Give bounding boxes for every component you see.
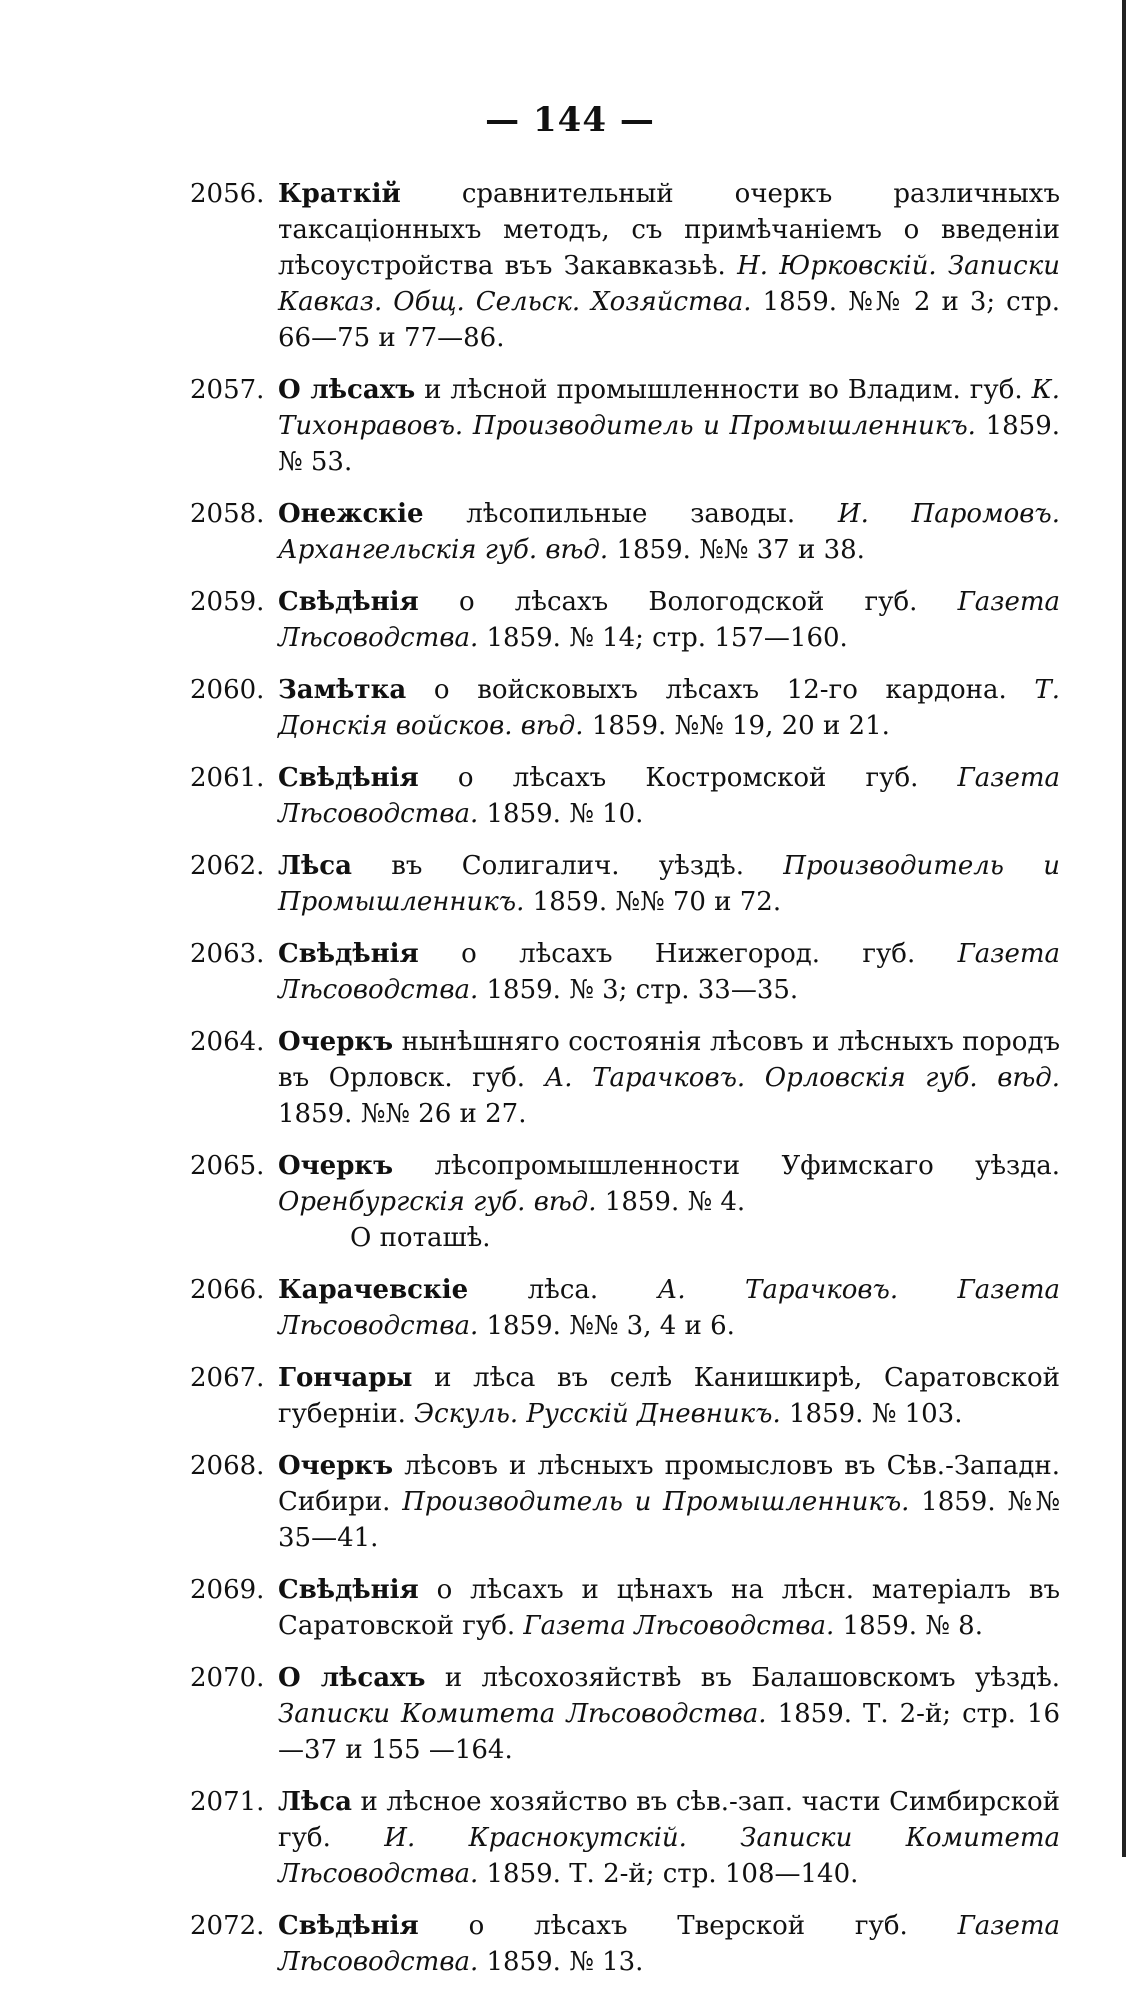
entry-text (278, 1448, 1060, 1556)
entry-text (278, 1784, 1060, 1892)
entry-source: Н. Юрковскій. Записки Кавказ. Общ. Сельск. Хозяйства. (278, 251, 1061, 317)
entry-source: Газета Лѣсоводства. (278, 587, 1061, 653)
entry-text (278, 496, 1060, 568)
entry-number: 2060. (190, 675, 265, 705)
entry-text (278, 1660, 1060, 1768)
entry-number: 2057. (190, 375, 265, 405)
entry-citation: 1859. №№ 37 и 38. (616, 535, 865, 565)
entry-title: Замѣтка (278, 675, 407, 705)
entry-title: Очеркъ (278, 1027, 394, 1057)
entry-text (278, 672, 1060, 744)
entry-body: лѣсопильные заводы. (466, 499, 796, 529)
entry-source: Записки Комитета Лѣсоводства. (278, 1699, 767, 1729)
entry-source: Газета Лѣсоводства. (278, 1911, 1061, 1977)
entry-body: и лѣсохозяйствѣ въ Балашовскомъ уѣздѣ. (444, 1663, 1061, 1693)
entry-text (278, 584, 1060, 656)
entry-body: и лѣсное хозяйство въ сѣв.-зап. части Симбирской губ. (278, 1787, 1060, 1853)
entry-citation: 1859. № 3; стр. 33—35. (486, 975, 799, 1005)
entry-title: Свѣдѣнія (278, 1575, 419, 1605)
bibliography-entry (190, 672, 1060, 744)
entry-citation: 1859. №№ 19, 20 и 21. (591, 711, 890, 741)
entry-number: 2072. (190, 1911, 265, 1941)
entry-number: 2069. (190, 1575, 265, 1605)
entry-number: 2064. (190, 1027, 265, 1057)
entry-citation: 1859. № 4. (604, 1187, 746, 1217)
entry-source: И. Паромовъ. Архангельскія губ. вѣд. (278, 499, 1061, 565)
entry-title: Очеркъ (278, 1151, 394, 1181)
entry-number: 2062. (190, 851, 265, 881)
entry-citation: 1859. №№ 70 и 72. (532, 887, 782, 917)
entry-text (278, 1024, 1060, 1132)
entry-title: Свѣдѣнія (278, 939, 419, 969)
entry-body: о войсковыхъ лѣсахъ 12-го кардона. (433, 675, 1007, 705)
entry-source: И. Краснокутскій. Записки Комитета Лѣсоводства. (278, 1823, 1061, 1889)
entry-body: лѣса. (527, 1275, 599, 1305)
page-number: — 144 — (485, 100, 655, 140)
entry-body: въ Солигалич. уѣздѣ. (391, 851, 744, 881)
entry-text (278, 1360, 1060, 1432)
entry-text (278, 1272, 1060, 1344)
entry-body: о лѣсахъ Нижегород. губ. (461, 939, 916, 969)
entry-citation: 1859. № 13. (486, 1947, 644, 1977)
entry-text (278, 848, 1060, 920)
entry-source: Газета Лѣсоводства. (523, 1611, 835, 1641)
entry-text (278, 176, 1060, 356)
bibliography-entry (190, 496, 1060, 568)
entry-title: Свѣдѣнія (278, 587, 419, 617)
entry-source: Эскуль. Русскій Дневникъ. (414, 1399, 781, 1429)
entry-citation: 1859. № 8. (842, 1611, 983, 1641)
entry-title: Свѣдѣнія (278, 763, 419, 793)
entry-body: о лѣсахъ Костромской губ. (457, 763, 919, 793)
bibliography-entry (190, 1024, 1060, 1132)
bibliography-entry (190, 1572, 1060, 1644)
entry-citation: 1859. №№ 35—41. (278, 1487, 1061, 1553)
entry-number: 2056. (190, 179, 265, 209)
entry-text (278, 1572, 1060, 1644)
entry-number: 2058. (190, 499, 265, 529)
bibliography-entry (190, 1148, 1060, 1256)
bibliography-entry (190, 1660, 1060, 1768)
entry-citation: 1859. №№ 3, 4 и 6. (486, 1311, 735, 1341)
entry-body: сравнительный очеркъ различныхъ таксаціонныхъ методъ, съ примѣчаніемъ о введеніи лѣсоустройства въъ Закавказьѣ. (278, 179, 1061, 281)
entry-source: Оренбургскія губ. вѣд. (278, 1187, 597, 1217)
bibliography-list (190, 176, 1060, 1996)
bibliography-entry (190, 1908, 1060, 1980)
entry-text (278, 372, 1060, 480)
entry-text (278, 1908, 1060, 1980)
entry-citation: 1859. № 10. (486, 799, 644, 829)
bibliography-entry (190, 176, 1060, 356)
bibliography-entry (190, 1448, 1060, 1556)
entry-number: 2059. (190, 587, 265, 617)
entry-number: 2061. (190, 763, 265, 793)
entry-source: А. Тарачковъ. Газета Лѣсоводства. (278, 1275, 1060, 1341)
entry-body: и лѣса въ селѣ Канишкирѣ, Саратовской губерніи. (278, 1363, 1060, 1429)
entry-body: о лѣсахъ Вологодской губ. (458, 587, 918, 617)
bibliography-entry (190, 372, 1060, 480)
entry-title: Онежскіе (278, 499, 424, 529)
entry-citation: 1859. Т. 2-й; стр. 16—37 и 155 —164. (278, 1699, 1061, 1765)
entry-citation: 1859. Т. 2-й; стр. 108—140. (486, 1859, 859, 1889)
entry-source: Производитель и Промышленникъ. (402, 1487, 910, 1517)
entry-citation: 1859. №№ 26 и 27. (278, 1099, 527, 1129)
entry-title: Лѣса (278, 851, 352, 881)
entry-title: О лѣсахъ (278, 1663, 426, 1693)
bibliography-entry (190, 1784, 1060, 1892)
entry-text (278, 760, 1060, 832)
entry-body: лѣсовъ и лѣсныхъ промысловъ въ Сѣв.-Западн. Сибири. (278, 1451, 1060, 1517)
entry-citation: 1859. № 103. (789, 1399, 963, 1429)
entry-source: А. Тарачковъ. Орловскія губ. вѣд. (544, 1063, 1061, 1093)
entry-source: Газета Лѣсоводства. (278, 939, 1061, 1005)
bibliography-entry (190, 1272, 1060, 1344)
entry-title: Краткій (278, 179, 401, 209)
entry-body: о лѣсахъ Тверской губ. (468, 1911, 908, 1941)
entry-number: 2070. (190, 1663, 265, 1693)
entry-number: 2066. (190, 1275, 265, 1305)
entry-source: Газета Лѣсоводства. (278, 763, 1060, 829)
entry-citation: 1859. №№ 2 и 3; стр. 66—75 и 77—86. (278, 287, 1061, 353)
entry-source: Т. Донскія войсков. вѣд. (278, 675, 1061, 741)
bibliography-entry (190, 848, 1060, 920)
entry-title: Лѣса (278, 1787, 352, 1817)
entry-title: О лѣсахъ (278, 375, 416, 405)
bibliography-entry (190, 760, 1060, 832)
entry-text (278, 1148, 1060, 1256)
entry-source: Производитель и Промышленникъ. (278, 851, 1061, 917)
bibliography-entry (190, 1360, 1060, 1432)
entry-number: 2065. (190, 1151, 265, 1181)
entry-title: Гончары (278, 1363, 413, 1393)
entry-body: нынѣшняго состоянія лѣсовъ и лѣсныхъ породъ въ Орловск. губ. (278, 1027, 1061, 1093)
bibliography-entry (190, 936, 1060, 1008)
entry-source: К. Тихонравовъ. Производитель и Промышленникъ. (278, 375, 1060, 441)
entry-body: лѣсопромышленности Уфимскаго уѣзда. (434, 1151, 1061, 1181)
entry-number: 2063. (190, 939, 265, 969)
bibliography-entry (190, 584, 1060, 656)
entry-title: Очеркъ (278, 1451, 394, 1481)
entry-text (278, 936, 1060, 1008)
entry-citation: 1859. № 14; стр. 157—160. (486, 623, 848, 653)
entry-body: и лѣсной промышленности во Владим. губ. (424, 375, 1023, 405)
page-edge-line (1122, 0, 1126, 1857)
entry-number: 2067. (190, 1363, 265, 1393)
entry-title: Карачевскіе (278, 1275, 469, 1305)
entry-title: Свѣдѣнія (278, 1911, 419, 1941)
entry-number: 2071. (190, 1787, 265, 1817)
entry-note: О поташѣ. (350, 1223, 491, 1253)
entry-body: о лѣсахъ и цѣнахъ на лѣсн. матеріалъ въ Саратовской губ. (278, 1575, 1060, 1641)
entry-citation: 1859. № 53. (278, 411, 1061, 477)
entry-number: 2068. (190, 1451, 265, 1481)
